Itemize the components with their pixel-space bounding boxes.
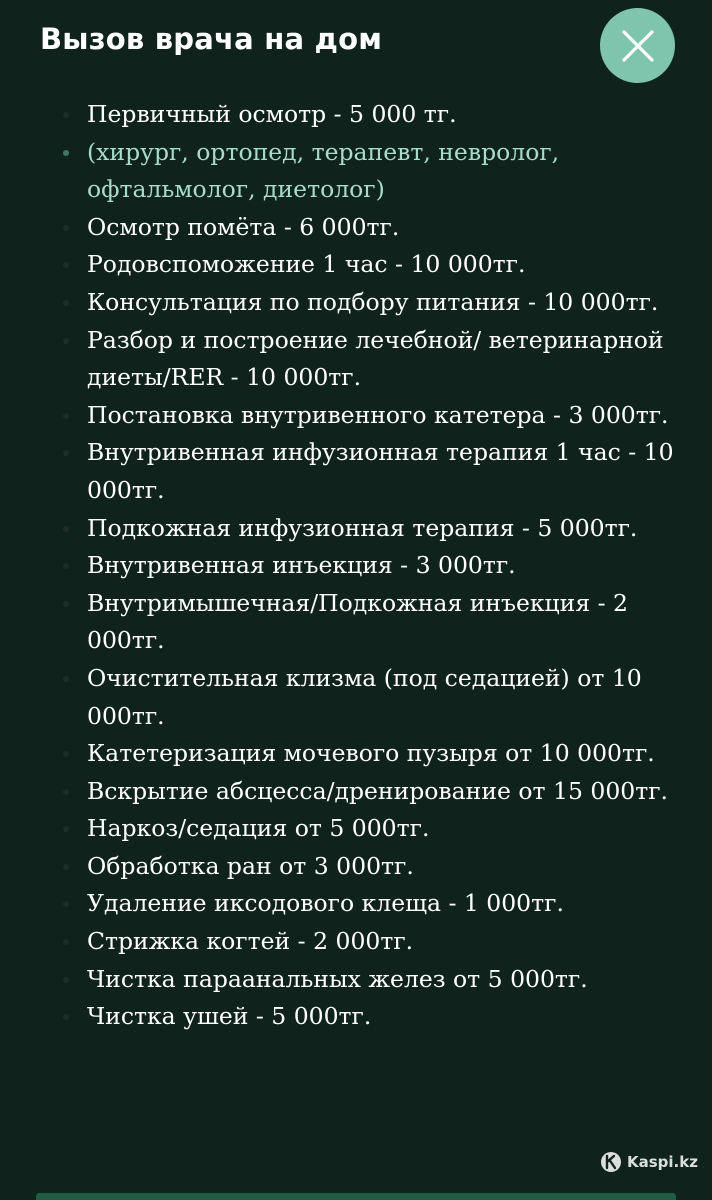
- bullet-icon: [63, 676, 69, 682]
- bullet-icon: [63, 939, 69, 945]
- close-icon: [620, 28, 656, 64]
- service-text: Внутривенная инъекция - 3 000тг.: [87, 551, 516, 580]
- service-price-list: [0, 96, 712, 1036]
- service-text: Наркоз/седация от 5 000тг.: [87, 814, 430, 843]
- service-text: Консультация по подбору питания - 10 000тг.: [87, 287, 659, 316]
- list-item: [0, 510, 712, 548]
- service-text: Вскрытие абсцесса/дренирование от 15 000тг.: [87, 776, 669, 805]
- service-text: Внутримышечная/Подкожная инъекция - 2 000тг.: [87, 588, 628, 655]
- bullet-icon: [63, 601, 69, 607]
- service-text: Подкожная инфузионная терапия - 5 000тг.: [87, 513, 638, 542]
- bullet-icon: [63, 1014, 69, 1020]
- bullet-icon: [63, 526, 69, 532]
- list-item: [0, 284, 712, 322]
- service-text: Внутривенная инфузионная терапия 1 час - 10 000тг.: [87, 438, 674, 504]
- bullet-icon: [63, 751, 69, 757]
- list-item: [0, 961, 712, 999]
- bullet-icon: [63, 300, 69, 306]
- service-text: Удаление иксодового клеща - 1 000тг.: [87, 889, 564, 918]
- list-item: [0, 660, 712, 735]
- service-text: Постановка внутривенного катетера - 3 000тг.: [87, 400, 669, 429]
- bullet-icon: [63, 225, 69, 231]
- list-item: [0, 397, 712, 435]
- list-item: [0, 848, 712, 886]
- service-text: Разбор и построение лечебной/ ветеринарной диеты/RER - 10 000тг.: [87, 325, 664, 392]
- bullet-icon: [63, 563, 69, 569]
- close-button[interactable]: [600, 8, 675, 83]
- kaspi-watermark: [600, 1151, 698, 1173]
- list-item: [0, 735, 712, 773]
- list-item-note: [0, 134, 712, 209]
- list-item: [0, 773, 712, 811]
- list-item: [0, 810, 712, 848]
- service-text: Осмотр помёта - 6 000тг.: [87, 212, 400, 241]
- list-item: [0, 209, 712, 247]
- list-item: [0, 246, 712, 284]
- list-item: [0, 547, 712, 585]
- service-text: Чистка ушей - 5 000тг.: [87, 1002, 372, 1031]
- bullet-icon: [63, 977, 69, 983]
- bullet-icon: [63, 413, 69, 419]
- service-text: Чистка параанальных желез от 5 000тг.: [87, 964, 588, 993]
- bullet-icon: [63, 789, 69, 795]
- list-item: [0, 585, 712, 660]
- service-text: Стрижка когтей - 2 000тг.: [87, 927, 414, 956]
- bottom-action-bar[interactable]: [36, 1193, 676, 1200]
- bullet-icon: [63, 262, 69, 268]
- bullet-icon: [63, 112, 69, 118]
- bullet-icon: [63, 338, 69, 344]
- bullet-icon: [63, 150, 69, 156]
- page-title: Вызов врача на дом: [40, 22, 383, 56]
- list-item: [0, 322, 712, 397]
- list-item: [0, 96, 712, 134]
- bullet-icon: [63, 450, 69, 456]
- kaspi-logo-icon: [600, 1151, 622, 1173]
- bullet-icon: [63, 901, 69, 907]
- service-text: Первичный осмотр - 5 000 тг.: [87, 100, 457, 128]
- watermark-text: Kaspi.kz: [627, 1153, 698, 1171]
- list-item: [0, 885, 712, 923]
- bullet-icon: [63, 864, 69, 870]
- service-text: Очистительная клизма (под седацией) от 10 000тг.: [87, 663, 642, 730]
- service-text: Обработка ран от 3 000тг.: [87, 851, 414, 880]
- list-item: [0, 923, 712, 961]
- list-item: [0, 998, 712, 1036]
- service-text: Родовспоможение 1 час - 10 000тг.: [87, 250, 526, 279]
- bullet-icon: [63, 826, 69, 832]
- service-text: (хирург, ортопед, терапевт, невролог, офтальмолог, диетолог): [87, 137, 560, 204]
- service-text: Катетеризация мочевого пузыря от 10 000тг.: [87, 739, 655, 768]
- list-item: [0, 434, 712, 509]
